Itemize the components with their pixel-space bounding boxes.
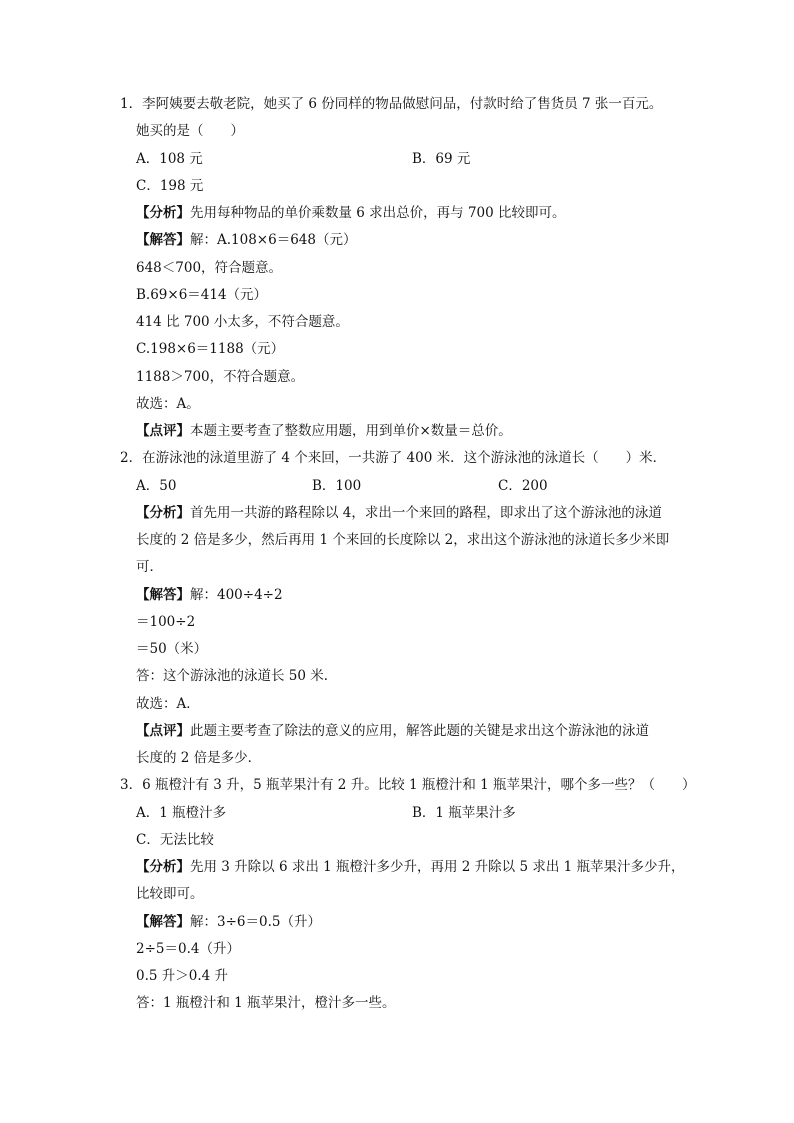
q1-step-2: B.69×6＝414（元） — [136, 287, 268, 303]
comment-text: 此题主要考查了除法的意义的应用，解答此题的关键是求出这个游泳池的泳道 — [190, 723, 649, 739]
analysis-tag: 【分析】 — [136, 859, 190, 875]
q1-step-1: 648＜700，符合题意。 — [136, 260, 283, 276]
q2-option-c: C．200 — [498, 478, 548, 494]
q1-analysis — [136, 204, 566, 222]
q2-answer — [136, 586, 283, 604]
analysis-text: 首先用一共游的路程除以 4，求出一个来回的路程，即求出了这个游泳池的泳道 — [190, 505, 662, 521]
q3-option-b: B．1 瓶苹果汁多 — [412, 805, 516, 821]
q2-step-4: 故选：A． — [136, 696, 200, 712]
q1-step-5: 1188＞700，不符合题意。 — [136, 369, 305, 385]
q3-analysis-line2: 比较即可。 — [136, 886, 204, 902]
q3-stem: 3．6 瓶橙汁有 3 升，5 瓶苹果汁有 2 升。比较 1 瓶橙汁和 1 瓶苹果汁，哪个多一些？（ ） — [120, 777, 696, 793]
q2-step-2: ＝50（米） — [136, 641, 208, 657]
comment-tag: 【点评】 — [136, 723, 190, 739]
q1-option-b: B．69 元 — [412, 151, 471, 167]
analysis-tag: 【分析】 — [136, 205, 190, 221]
q3-answer — [136, 913, 321, 931]
q2-comment-line2: 长度的 2 倍是多少． — [136, 750, 262, 766]
q2-analysis-line2: 长度的 2 倍是多少，然后再用 1 个来回的长度除以 2，求出这个游泳池的泳道长多少米即 — [136, 532, 670, 548]
q3-step-2: 0.5 升＞0.4 升 — [136, 968, 229, 984]
answer-tag: 【解答】 — [136, 232, 190, 248]
q3-option-c: C．无法比较 — [136, 832, 214, 848]
answer-text: 解：A.108×6＝648（元） — [190, 232, 357, 248]
analysis-text: 先用 3 升除以 6 求出 1 瓶橙汁多少升，再用 2 升除以 5 求出 1 瓶苹果汁多少升， — [190, 859, 685, 875]
answer-tag: 【解答】 — [136, 587, 190, 603]
analysis-tag: 【分析】 — [136, 505, 190, 521]
q1-answer — [136, 231, 356, 249]
q1-comment — [136, 422, 512, 440]
q2-analysis-line1 — [136, 504, 662, 522]
comment-tag: 【点评】 — [136, 423, 190, 439]
q3-step-1: 2÷5＝0.4（升） — [136, 941, 240, 957]
q2-step-1: ＝100÷2 — [136, 614, 196, 630]
q3-option-a: A．1 瓶橙汁多 — [136, 805, 227, 821]
answer-tag: 【解答】 — [136, 914, 190, 930]
q1-stem-line2: 她买的是（ ） — [136, 123, 244, 139]
q2-stem: 2．在游泳池的泳道里游了 4 个来回，一共游了 400 米．这个游泳池的泳道长（ ）米． — [120, 450, 667, 466]
q1-step-6: 故选：A。 — [136, 396, 200, 412]
q1-step-3: 414 比 700 小太多，不符合题意。 — [136, 314, 349, 330]
answer-text: 解：3÷6＝0.5（升） — [190, 914, 321, 930]
q3-analysis-line1 — [136, 858, 685, 876]
q2-step-3: 答：这个游泳池的泳道长 50 米． — [136, 668, 338, 684]
q1-stem-line1: 1．李阿姨要去敬老院，她买了 6 份同样的物品做慰问品，付款时给了售货员 7 张一百元。 — [120, 96, 663, 112]
q3-step-3: 答：1 瓶橙汁和 1 瓶苹果汁，橙汁多一些。 — [136, 995, 396, 1011]
q2-analysis-line3: 可． — [136, 559, 163, 575]
q1-step-4: C.198×6＝1188（元） — [136, 341, 285, 357]
q1-option-a: A．108 元 — [136, 151, 203, 167]
answer-text: 解：400÷4÷2 — [190, 587, 283, 603]
q1-option-c: C．198 元 — [136, 178, 204, 194]
comment-text: 本题主要考查了整数应用题，用到单价×数量＝总价。 — [190, 423, 512, 439]
analysis-text: 先用每种物品的单价乘数量 6 求出总价，再与 700 比较即可。 — [190, 205, 566, 221]
q2-option-b: B．100 — [312, 478, 362, 494]
q2-comment-line1 — [136, 722, 649, 740]
q2-option-a: A．50 — [136, 478, 177, 494]
